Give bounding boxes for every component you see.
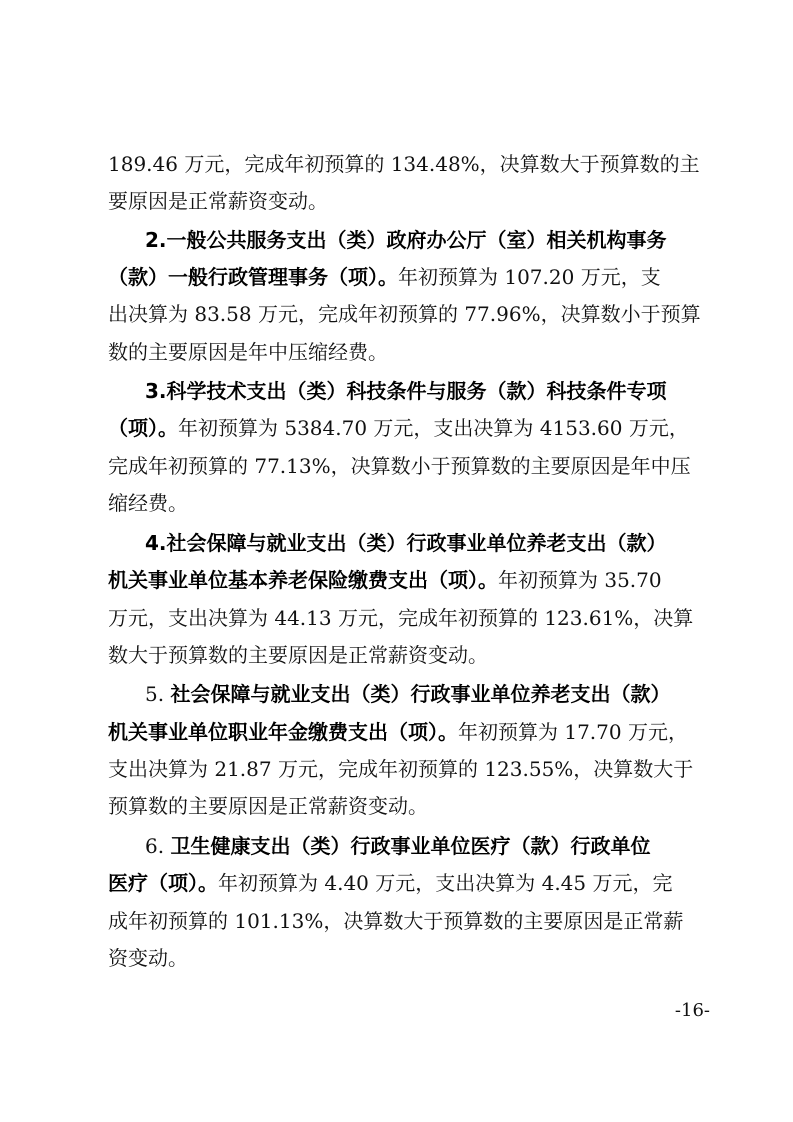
paragraph-3-line-4 (108, 488, 708, 518)
text-segment: 年初预算为 107.20 万元，支 (398, 265, 661, 289)
paragraph-6-line-1 (145, 831, 709, 861)
paragraph-3-line-1 (145, 376, 709, 406)
text-segment: 5. (145, 682, 171, 706)
paragraph-5-line-4 (108, 791, 708, 821)
text-segment: 6. (145, 834, 171, 858)
paragraph-4-line-1 (145, 528, 709, 558)
paragraph-3-line-2 (108, 413, 708, 443)
paragraph-2-line-4 (108, 337, 708, 367)
paragraph-6-line-2 (108, 868, 708, 898)
text-segment: 资变动。 (108, 946, 188, 970)
paragraph-2-line-2 (108, 262, 708, 292)
text-segment: 189.46 万元，完成年初预算的 134.48%，决算数大于预算数的主 (108, 152, 700, 176)
text-segment: 万元，支出决算为 44.13 万元，完成年初预算的 123.61%，决算 (108, 606, 694, 630)
paragraph-1-line-1 (108, 149, 708, 179)
page-number: -16- (674, 1000, 710, 1021)
paragraph-4-line-4 (108, 640, 708, 670)
text-segment: 成年初预算的 101.13%，决算数大于预算数的主要原因是正常薪 (108, 909, 684, 933)
paragraph-2-line-1 (145, 225, 709, 255)
item-heading: 2.一般公共服务支出（类）政府办公厅（室）相关机构事务 (145, 228, 667, 252)
item-heading: （款）一般行政管理事务（项）。 (108, 265, 398, 289)
item-heading: 机关事业单位基本养老保险缴费支出（项）。 (108, 568, 498, 592)
item-heading: 医疗（项）。 (108, 871, 218, 895)
text-segment: 缩经费。 (108, 491, 188, 515)
paragraph-4-line-2 (108, 565, 708, 595)
paragraph-5-line-1 (145, 679, 709, 709)
text-segment: 年初预算为 5384.70 万元，支出决算为 4153.60 万元， (178, 416, 689, 440)
item-heading: 社会保障与就业支出（类）行政事业单位养老支出（款） (170, 682, 671, 706)
text-segment: 出决算为 83.58 万元，完成年初预算的 77.96%，决算数小于预算 (108, 302, 701, 326)
text-segment: 完成年初预算的 77.13%，决算数小于预算数的主要原因是年中压 (108, 454, 691, 478)
paragraph-1-line-2 (108, 186, 708, 216)
text-segment: 预算数的主要原因是正常薪资变动。 (108, 794, 428, 818)
text-segment: 年初预算为 17.70 万元， (458, 720, 688, 744)
item-heading: 4.社会保障与就业支出（类）行政事业单位养老支出（款） (145, 531, 667, 555)
item-heading: 机关事业单位职业年金缴费支出（项）。 (108, 720, 458, 744)
text-segment: 年初预算为 4.40 万元，支出决算为 4.45 万元，完 (218, 871, 673, 895)
paragraph-2-line-3 (108, 299, 708, 329)
item-heading: （项）。 (108, 416, 178, 440)
text-segment: 支出决算为 21.87 万元，完成年初预算的 123.55%，决算数大于 (108, 757, 694, 781)
text-segment: 年初预算为 35.70 (498, 568, 662, 592)
paragraph-5-line-2 (108, 717, 708, 747)
text-segment: 数大于预算数的主要原因是正常薪资变动。 (108, 643, 488, 667)
text-segment: 数的主要原因是年中压缩经费。 (108, 340, 388, 364)
item-heading: 卫生健康支出（类）行政事业单位医疗（款）行政单位 (170, 834, 651, 858)
paragraph-6-line-4 (108, 943, 708, 973)
text-segment: 要原因是正常薪资变动。 (108, 189, 328, 213)
paragraph-4-line-3 (108, 603, 708, 633)
paragraph-3-line-3 (108, 451, 708, 481)
item-heading: 3.科学技术支出（类）科技条件与服务（款）科技条件专项 (145, 379, 667, 403)
paragraph-6-line-3 (108, 906, 708, 936)
paragraph-5-line-3 (108, 754, 708, 784)
